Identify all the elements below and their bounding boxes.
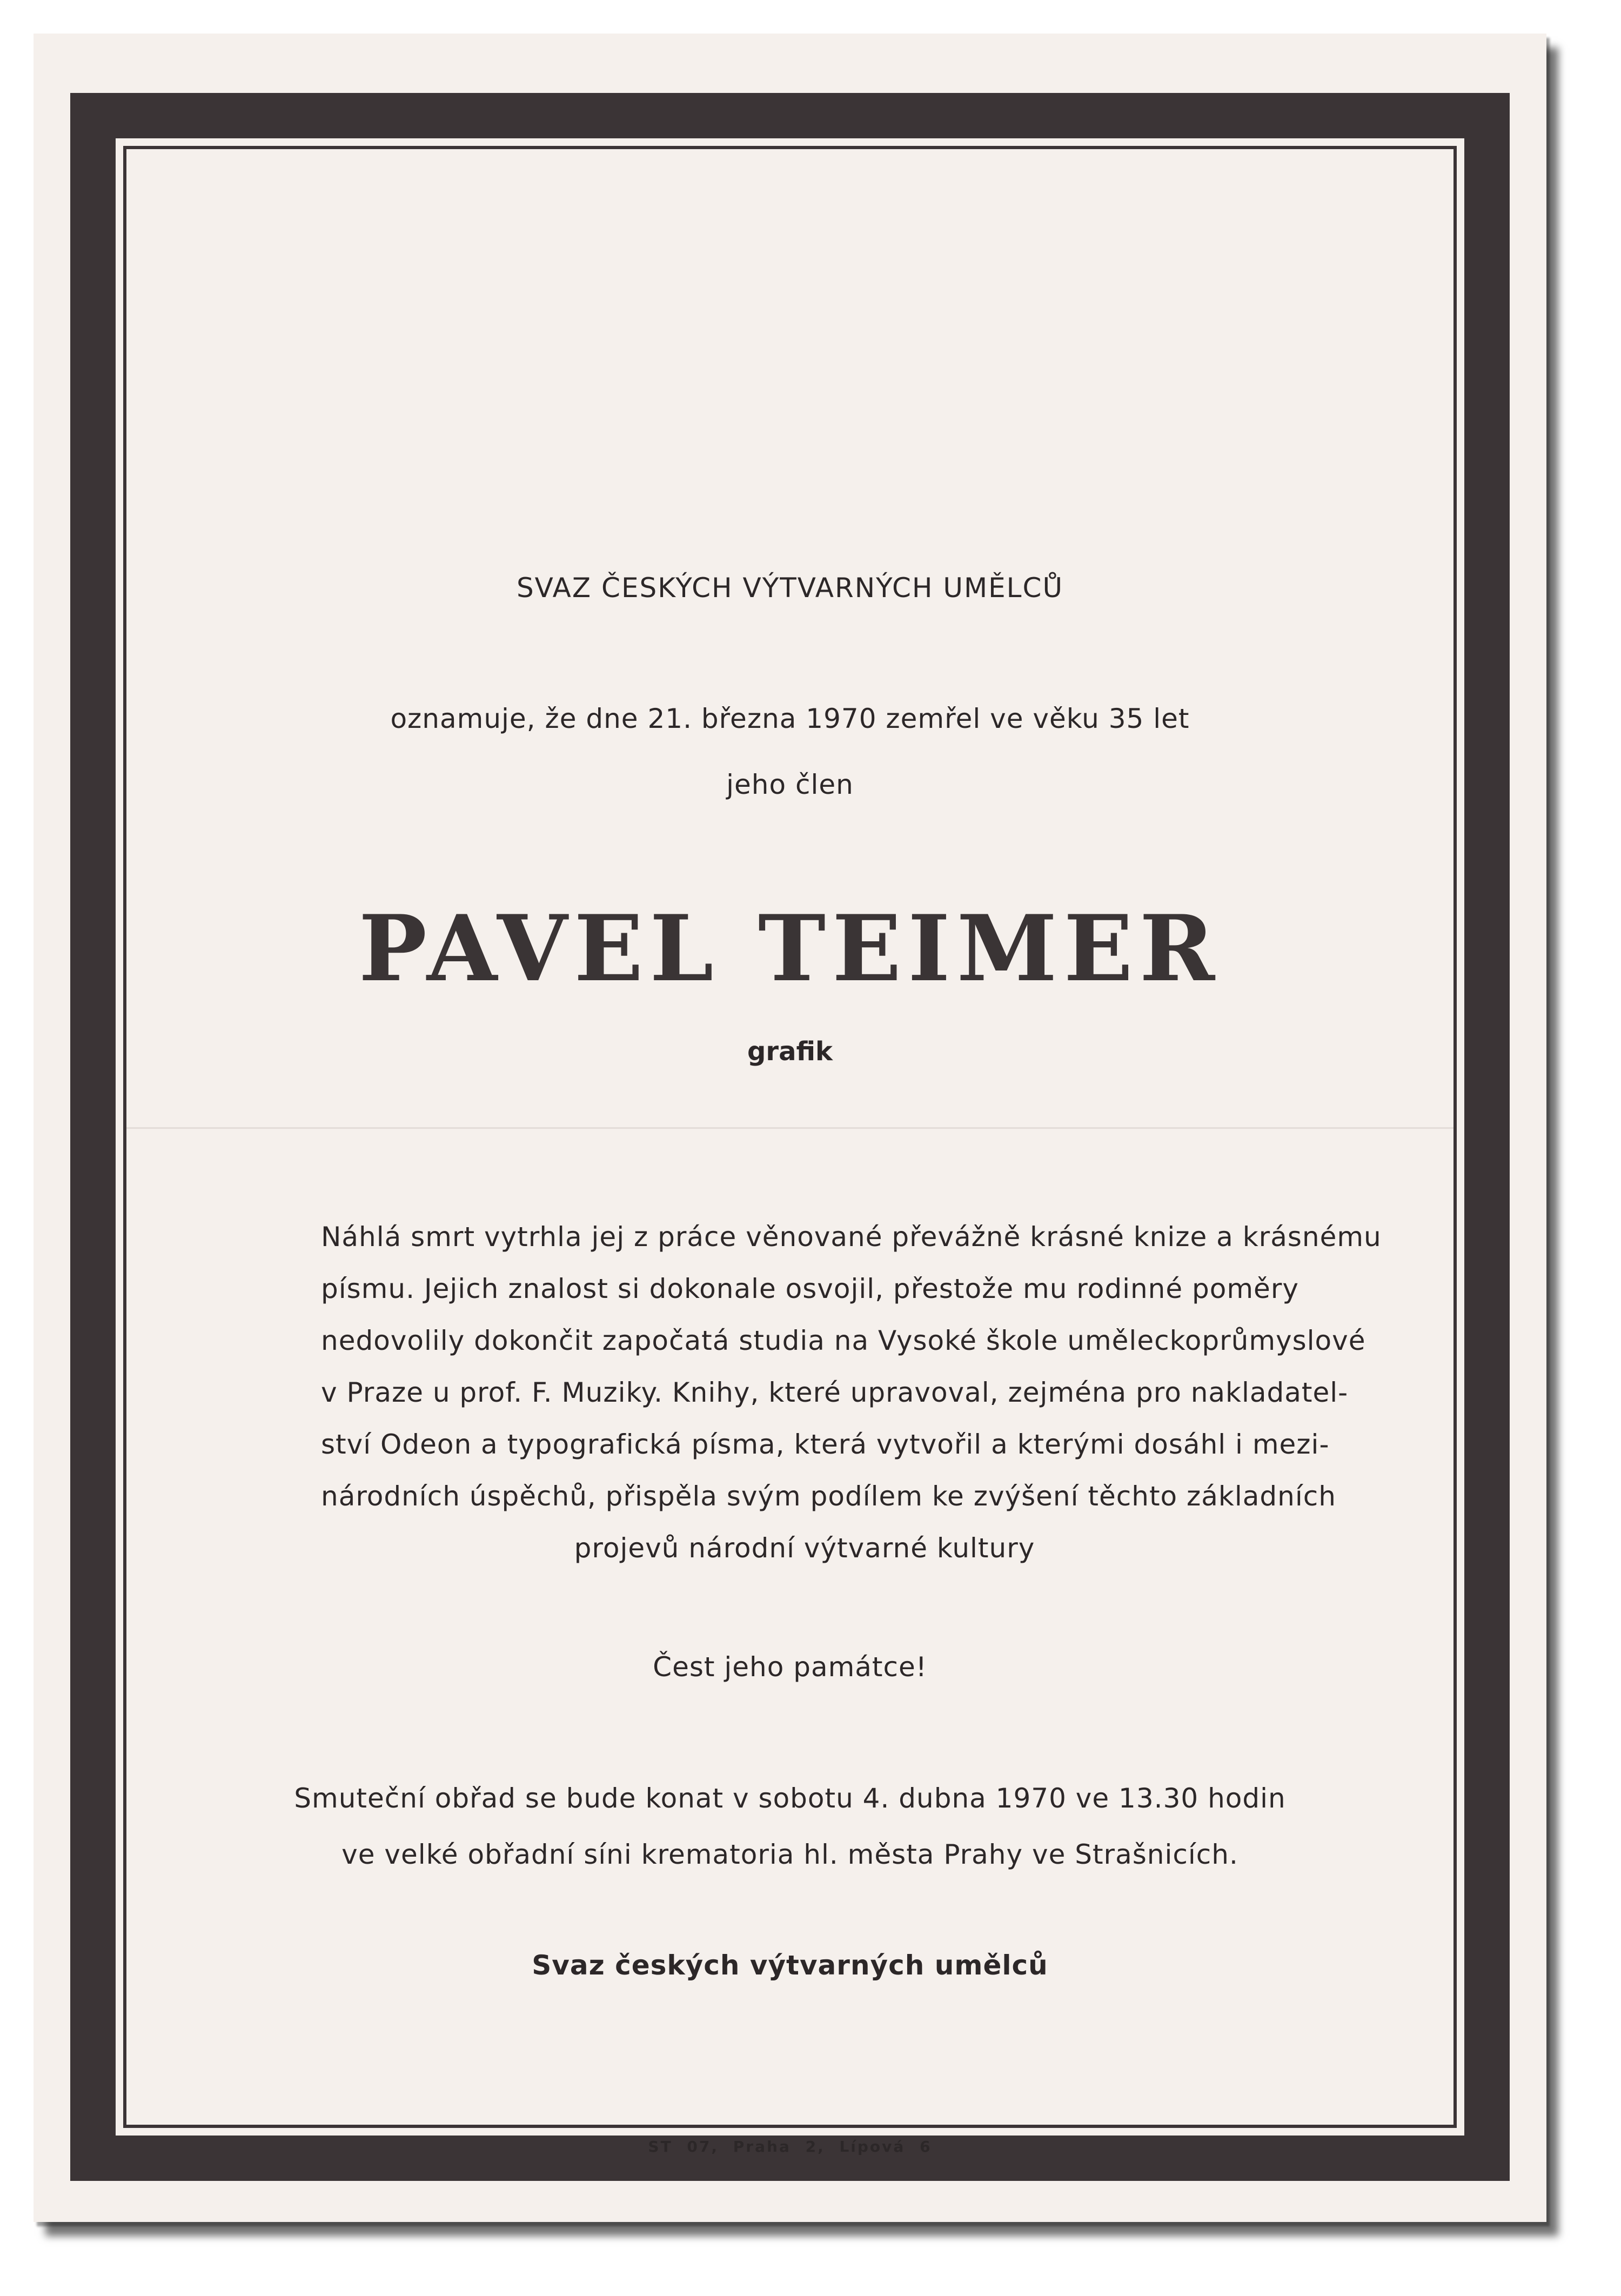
deceased-name: PAVEL TEIMER xyxy=(358,895,1222,1002)
tribute-line: národních úspěchů, přispěla svým podílem ke zvýšení těchto základních xyxy=(321,1481,1336,1512)
member-line: jeho člen xyxy=(726,769,854,800)
ceremony-details xyxy=(116,1770,1464,1883)
mourning-border xyxy=(70,93,1510,2181)
profession-label: grafik xyxy=(747,1036,833,1067)
signature: Svaz českých výtvarných umělců xyxy=(532,1950,1048,1981)
tribute-line: projevů národní výtvarné kultury xyxy=(574,1532,1035,1564)
ceremony-line: ve velké obřadní síni krematoria hl. města Prahy ve Strašnicích. xyxy=(341,1839,1238,1870)
tribute-line: Náhlá smrt vytrhla jej z práce věnované převážně krásné knize a krásnému xyxy=(321,1221,1382,1253)
notice-content xyxy=(116,138,1464,2156)
organization-heading: SVAZ ČESKÝCH VÝTVARNÝCH UMĚLCŮ xyxy=(516,572,1064,604)
honor-line: Čest jeho památce! xyxy=(653,1651,927,1683)
death-announcement: oznamuje, že dne 21. března 1970 zemřel ve věku 35 let xyxy=(390,703,1190,734)
tribute-paragraph xyxy=(321,1211,1382,1574)
tribute-line: nedovolily dokončit započatá studia na Vysoké škole uměleckoprůmyslové xyxy=(321,1325,1366,1356)
tribute-line: písmu. Jejich znalost si dokonale osvojil, přestože mu rodinné poměry xyxy=(321,1273,1299,1304)
notice-panel xyxy=(116,138,1464,2156)
printer-imprint: ST 07, Praha 2, Lípová 6 xyxy=(648,2138,932,2156)
ceremony-line: Smuteční obřad se bude konat v sobotu 4. dubna 1970 ve 13.30 hodin xyxy=(294,1783,1286,1814)
obituary-sheet xyxy=(34,34,1546,2222)
tribute-line: ství Odeon a typografická písma, která vytvořil a kterými dosáhl i mezi- xyxy=(321,1429,1330,1460)
tribute-line: v Praze u prof. F. Muziky. Knihy, které upravoval, zejména pro nakladatel- xyxy=(321,1377,1349,1408)
